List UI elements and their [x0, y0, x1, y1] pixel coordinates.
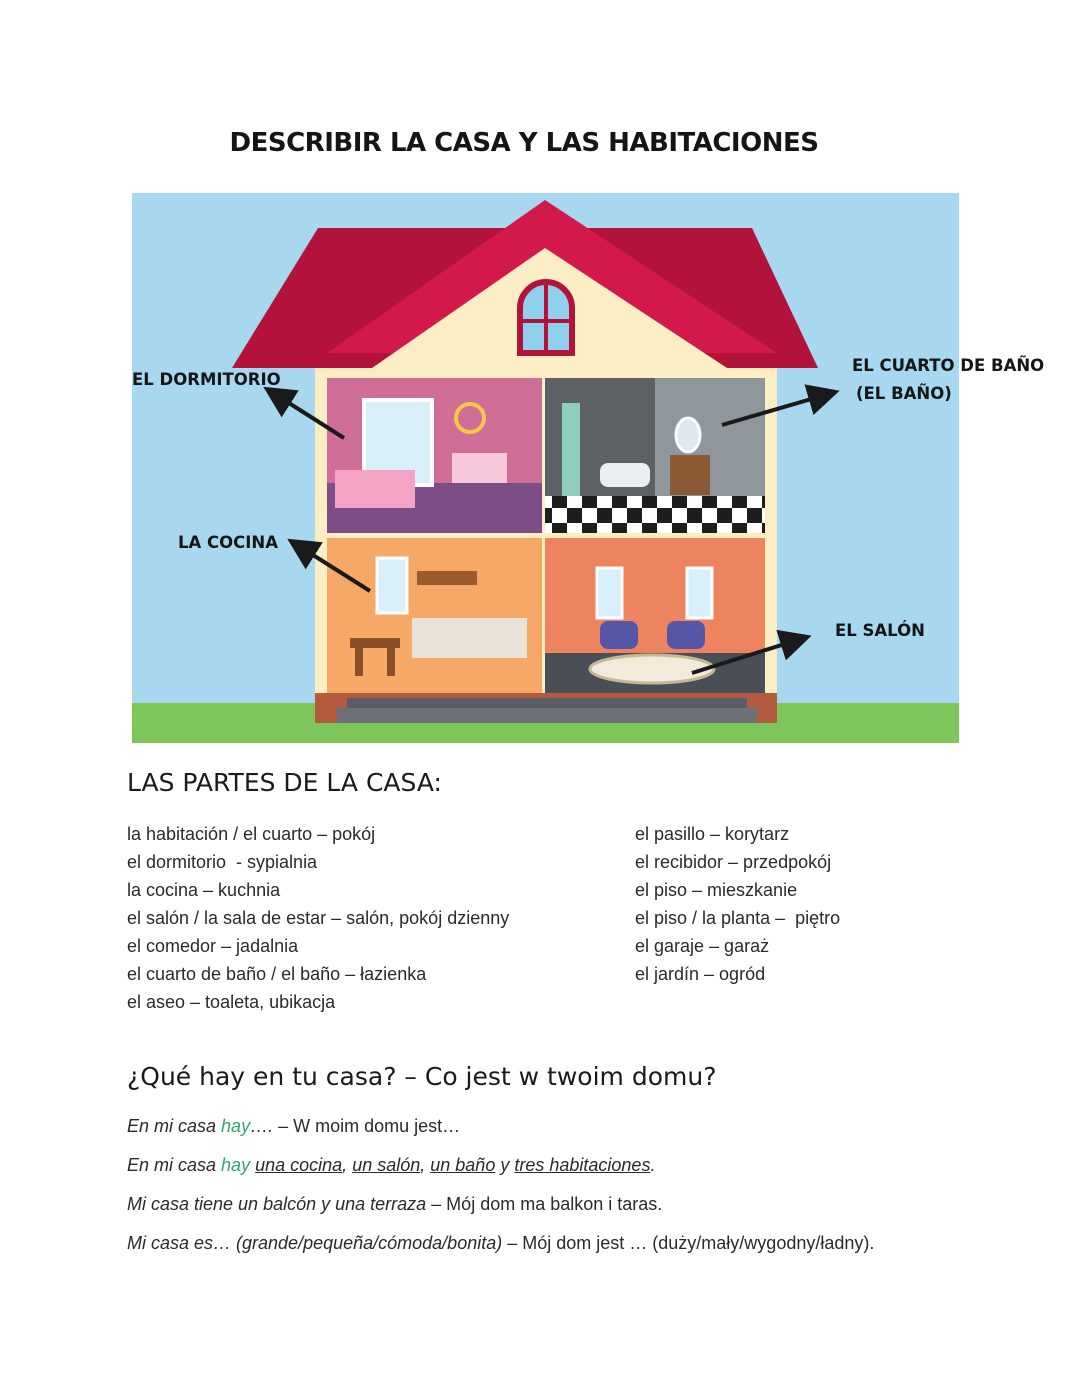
vocab-item: el piso / la planta – piętro — [635, 908, 841, 928]
example-4 — [127, 1233, 874, 1254]
vocab-item: el garaje – garaż — [635, 936, 770, 956]
example-pl: – W moim domu jest… — [273, 1116, 461, 1136]
example-pl: – Mój dom jest … (duży/mały/wygodny/ładny). — [502, 1233, 875, 1253]
vocab-item: el salón / la sala de estar – salón, pokój dzienny — [127, 908, 510, 928]
keyword-hay: hay — [221, 1155, 251, 1175]
keyword-hay: hay — [221, 1116, 251, 1136]
example-3 — [127, 1194, 662, 1215]
comma: , — [420, 1155, 431, 1175]
room-word: una cocina — [255, 1155, 343, 1175]
vocab-item: el cuarto de baño / el baño – łazienka — [127, 964, 427, 984]
room-word: tres habitaciones — [514, 1155, 651, 1175]
example-es: En mi casa — [127, 1116, 222, 1136]
example-pl: – Mój dom ma balkon i taras. — [426, 1194, 663, 1214]
vocab-item: el recibidor – przedpokój — [635, 852, 832, 872]
ellipsis: …. — [250, 1116, 274, 1136]
example-es: En mi casa — [127, 1155, 222, 1175]
page-title: DESCRIBIR LA CASA Y LAS HABITACIONES — [229, 128, 819, 158]
section-heading-question: ¿Qué hay en tu casa? – Co jest w twoim domu? — [127, 1062, 717, 1091]
house-illustration — [132, 193, 959, 743]
vocab-item: el piso – mieszkanie — [635, 880, 798, 900]
vocab-list-left — [127, 820, 509, 1016]
example-1 — [127, 1116, 460, 1137]
comma: , — [342, 1155, 353, 1175]
vocab-item: el aseo – toaleta, ubikacja — [127, 992, 336, 1012]
section-heading-parts: LAS PARTES DE LA CASA: — [127, 768, 442, 797]
example-es: Mi casa es… (grande/pequeña/cómoda/bonita) — [127, 1233, 503, 1253]
label-salon: EL SALÓN — [835, 621, 925, 640]
vocab-item: el pasillo – korytarz — [635, 824, 790, 844]
example-2 — [127, 1155, 655, 1176]
vocab-item: el comedor – jadalnia — [127, 936, 299, 956]
label-bano-alt: (EL BAÑO) — [856, 384, 952, 403]
room-word: un salón — [352, 1155, 421, 1175]
room-word: un baño — [430, 1155, 496, 1175]
vocab-item: la habitación / el cuarto – pokój — [127, 824, 376, 844]
vocab-list-right — [635, 820, 840, 988]
label-bano: EL CUARTO DE BAÑO — [852, 356, 1045, 375]
vocab-item: la cocina – kuchnia — [127, 880, 281, 900]
label-dormitorio: EL DORMITORIO — [132, 370, 281, 389]
period: . — [650, 1155, 656, 1175]
vocab-item: el dormitorio - sypialnia — [127, 852, 318, 872]
vocab-item: el jardín – ogród — [635, 964, 766, 984]
label-cocina: LA COCINA — [178, 533, 278, 552]
conjunction: y — [495, 1155, 515, 1175]
example-es: Mi casa tiene un balcón y una terraza — [127, 1194, 427, 1214]
